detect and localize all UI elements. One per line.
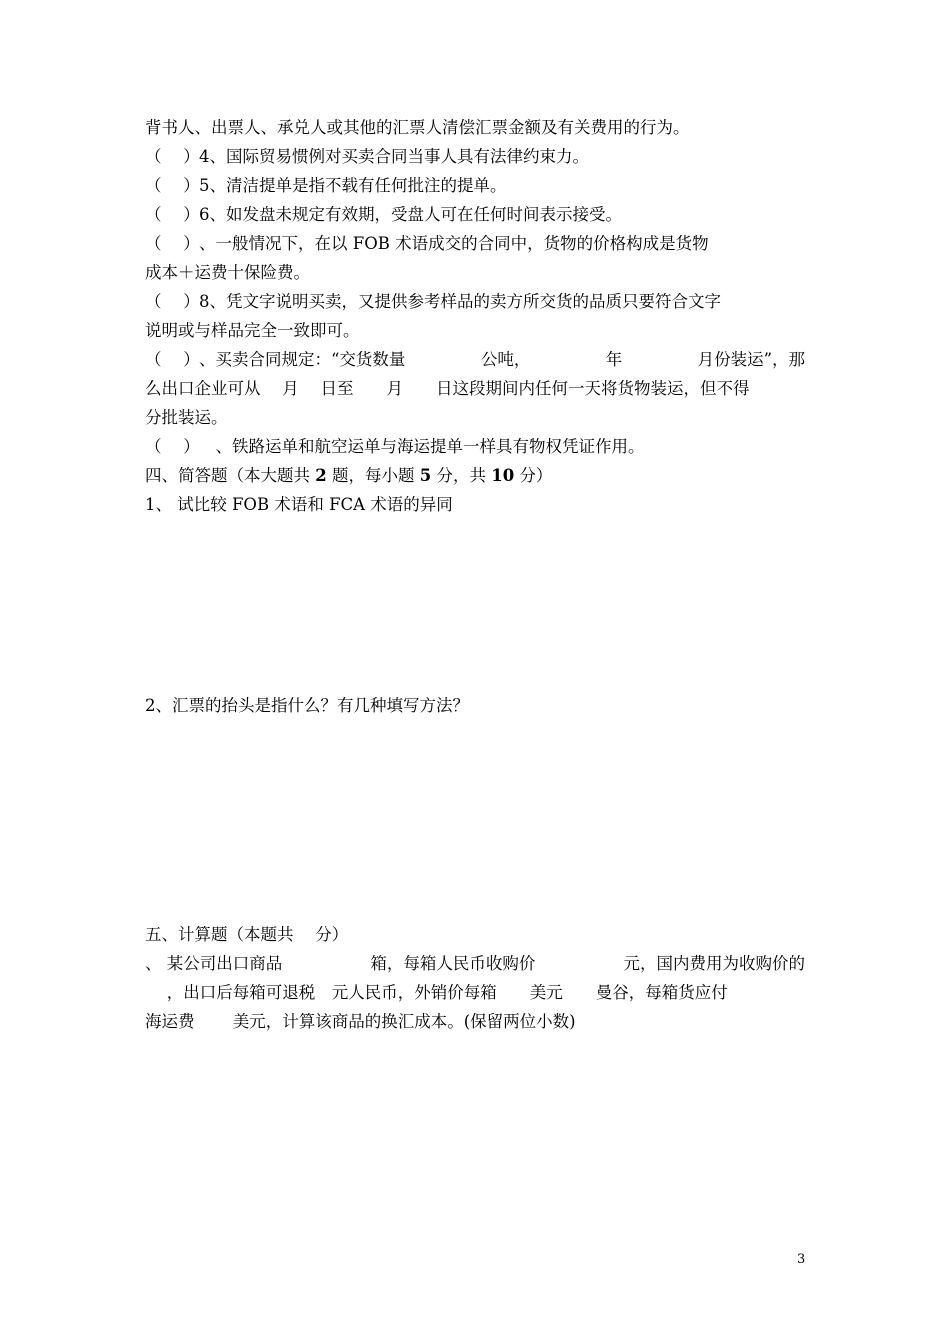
question-4	[145, 146, 589, 168]
question-text: 元，国内费用为收购价的	[623, 954, 805, 973]
question-text: 箱，每箱人民币收购价	[370, 954, 536, 973]
calc-question-1-cont: 海运费 美元，计算该商品的换汇成本。(保留两位小数)	[145, 1012, 576, 1031]
question-text: 6、如发盘未规定有效期，受盘人可在任何时间表示接受。	[199, 205, 622, 224]
text-line: 背书人、出票人、承兑人或其他的汇票人清偿汇票金额及有关费用的行为。	[145, 118, 690, 137]
question-text: 、一般情况下，在以 FOB 术语成交的合同中，货物的价格构成是货物	[199, 234, 709, 253]
question-9-cont: 分批装运。	[145, 408, 228, 427]
calc-question-1-cont: ，出口后每箱可退税 元人民币，外销价每箱 美元 曼谷，每箱货应付	[145, 983, 728, 1002]
question-8	[145, 291, 721, 313]
question-text: 、 某公司出口商品	[145, 954, 283, 973]
answer-paren[interactable]: （ ）	[145, 437, 200, 456]
question-text: 月份装运”，那	[697, 350, 805, 369]
answer-paren[interactable]: （ ）	[145, 205, 200, 224]
question-text: 、买卖合同规定：“交货数量	[199, 350, 406, 369]
answer-paren[interactable]: （ ）	[145, 234, 200, 253]
page-number: 3	[797, 1252, 806, 1267]
question-text: 公吨，	[480, 350, 531, 369]
answer-paren[interactable]: （ ）	[145, 176, 200, 195]
question-7	[145, 233, 709, 255]
question-7-cont: 成本＋运费十保险费。	[145, 263, 310, 282]
short-answer-2: 2、汇票的抬头是指什么？有几种填写方法？	[145, 696, 469, 715]
question-text: 4、国际贸易惯例对买卖合同当事人具有法律约束力。	[199, 147, 589, 166]
question-text: 8、凭文字说明买卖，又提供参考样品的卖方所交货的品质只要符合文字	[199, 292, 721, 311]
question-8-cont: 说明或与样品完全一致即可。	[145, 321, 360, 340]
question-5	[145, 175, 507, 197]
short-answer-1: 1、 试比较 FOB 术语和 FCA 术语的异同	[145, 495, 453, 514]
answer-paren[interactable]: （ ）	[145, 147, 200, 166]
question-6	[145, 204, 622, 226]
question-10	[145, 436, 645, 458]
question-text: 5、清洁提单是指不载有任何批注的提单。	[199, 176, 507, 195]
section-4-heading: 四、简答题（本大题共 2 题，每小题 5 分，共 10 分）	[145, 466, 553, 485]
calc-question-1	[145, 953, 805, 975]
question-9	[145, 349, 805, 371]
answer-paren[interactable]: （ ）	[145, 292, 200, 311]
question-text: 、铁路运单和航空运单与海运提单一样具有物权凭证作用。	[199, 437, 645, 456]
question-9-cont: 么出口企业可从 月 日至 月 日这段期间内任何一天将货物装运，但不得	[145, 379, 750, 398]
question-text: 年	[605, 350, 623, 369]
answer-paren[interactable]: （ ）	[145, 350, 200, 369]
section-5-heading: 五、计算题（本题共 分）	[145, 925, 349, 944]
